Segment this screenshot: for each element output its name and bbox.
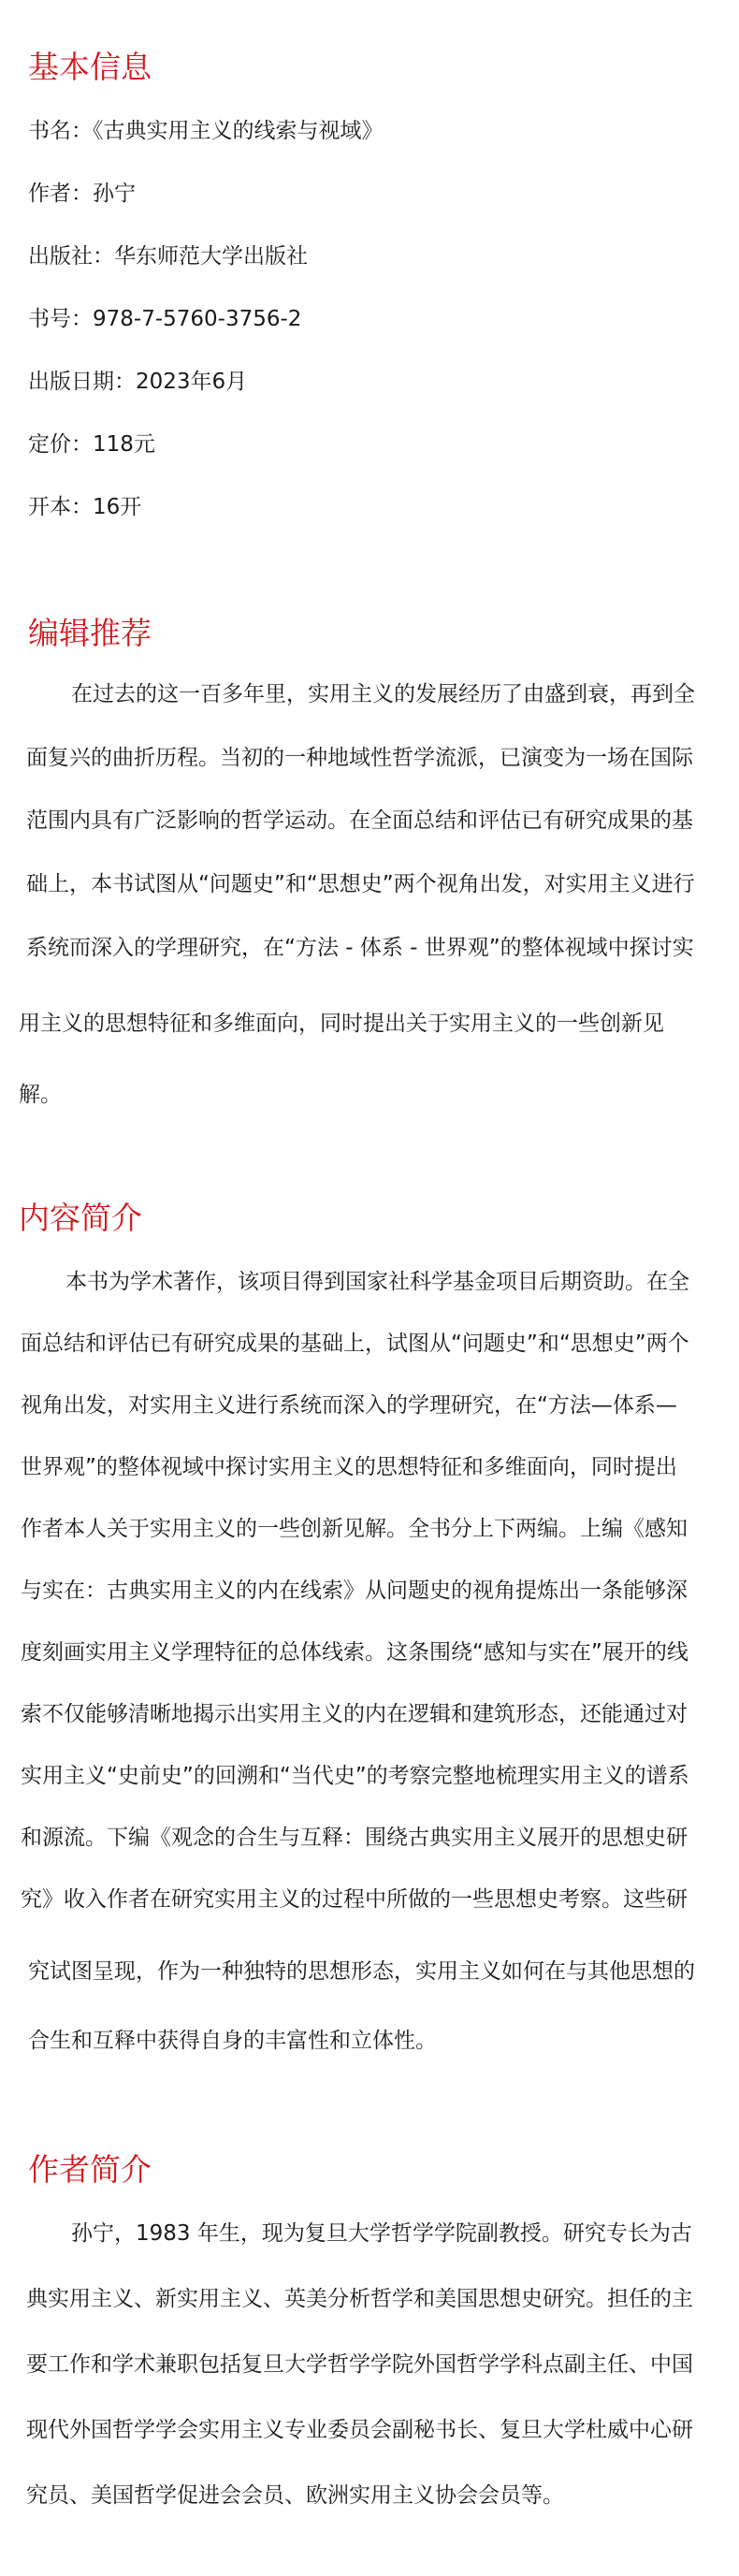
content-summary-line: 本书为学术著作，该项目得到国家社科学基金项目后期资助。在全 — [65, 1270, 689, 1294]
editor-recommendation-line: 在过去的这一百多年里，实用主义的发展经历了由盛到衰，再到全 — [71, 682, 695, 706]
price-line: 定价：118元 — [28, 432, 155, 457]
editor-recommendation-heading: 编辑推荐 — [28, 615, 152, 651]
editor-recommendation-line: 面复兴的曲折历程。当初的一种地域性哲学流派，已演变为一场在国际 — [26, 746, 693, 770]
content-summary-line: 和源流。下编《观念的合生与互释：围绕古典实用主义展开的思想史研 — [21, 1826, 688, 1850]
editor-recommendation-line: 用主义的思想特征和多维面向，同时提出关于实用主义的一些创新见 — [19, 1011, 664, 1036]
content-summary-heading: 内容简介 — [19, 1200, 142, 1236]
author-line: 作者：孙宁 — [28, 182, 136, 206]
content-summary-line: 作者本人关于实用主义的一些创新见解。全书分上下两编。上编《感知 — [21, 1517, 688, 1541]
author-intro-line: 典实用主义、新实用主义、英美分析哲学和美国思想史研究。担任的主 — [26, 2287, 693, 2311]
publisher-line: 出版社：华东师范大学出版社 — [28, 244, 308, 269]
content-summary-line: 度刻画实用主义学理特征的总体线索。这条围绕“感知与实在”展开的线 — [21, 1640, 688, 1665]
content-summary-line: 世界观”的整体视域中探讨实用主义的思想特征和多维面向，同时提出 — [21, 1455, 677, 1479]
content-summary-line: 面总结和评估已有研究成果的基础上，试图从“问题史”和“思想史”两个 — [21, 1332, 689, 1356]
author-intro-heading: 作者简介 — [28, 2151, 152, 2188]
content-summary-line: 视角出发，对实用主义进行系统而深入的学理研究，在“方法—体系— — [21, 1393, 677, 1418]
content-summary-line: 实用主义“史前史”的回溯和“当代史”的考察完整地梳理实用主义的谱系 — [21, 1764, 689, 1788]
book-title-line: 书名：《古典实用主义的线索与视域》 — [28, 119, 384, 143]
author-intro-line: 现代外国哲学学会实用主义专业委员会副秘书长、复旦大学杜威中心研 — [26, 2418, 693, 2442]
author-intro-line: 究员、美国哲学促进会会员、欧洲实用主义协会会员等。 — [26, 2483, 564, 2508]
format-line: 开本：16开 — [28, 495, 142, 519]
basic-info-heading: 基本信息 — [28, 49, 152, 85]
editor-recommendation-line: 础上，本书试图从“问题史”和“思想史”两个视角出发，对实用主义进行 — [26, 872, 695, 896]
editor-recommendation-line: 解。 — [19, 1083, 62, 1107]
editor-recommendation-line: 系统而深入的学理研究，在“方法 - 体系 - 世界观”的整体视域中探讨实 — [26, 936, 694, 960]
content-summary-line: 与实在：古典实用主义的内在线索》从问题史的视角提炼出一条能够深 — [21, 1579, 688, 1603]
isbn-line: 书号：978-7-5760-3756-2 — [28, 307, 302, 331]
author-intro-line: 要工作和学术兼职包括复旦大学哲学学院外国哲学学科点副主任、中国 — [26, 2352, 693, 2377]
content-summary-line: 索不仅能够清晰地揭示出实用主义的内在逻辑和建筑形态，还能通过对 — [21, 1702, 688, 1726]
author-intro-line: 孙宁，1983 年生，现为复旦大学哲学学院副教授。研究专长为古 — [71, 2221, 692, 2246]
publish-date-line: 出版日期：2023年6月 — [28, 370, 248, 394]
content-summary-line: 合生和互释中获得自身的丰富性和立体性。 — [28, 2029, 437, 2053]
editor-recommendation-line: 范围内具有广泛影响的哲学运动。在全面总结和评估已有研究成果的基 — [26, 808, 693, 833]
content-summary-line: 究》收入作者在研究实用主义的过程中所做的一些思想史考察。这些研 — [21, 1887, 688, 1912]
content-summary-line: 究试图呈现，作为一种独特的思想形态，实用主义如何在与其他思想的 — [28, 1959, 695, 1984]
